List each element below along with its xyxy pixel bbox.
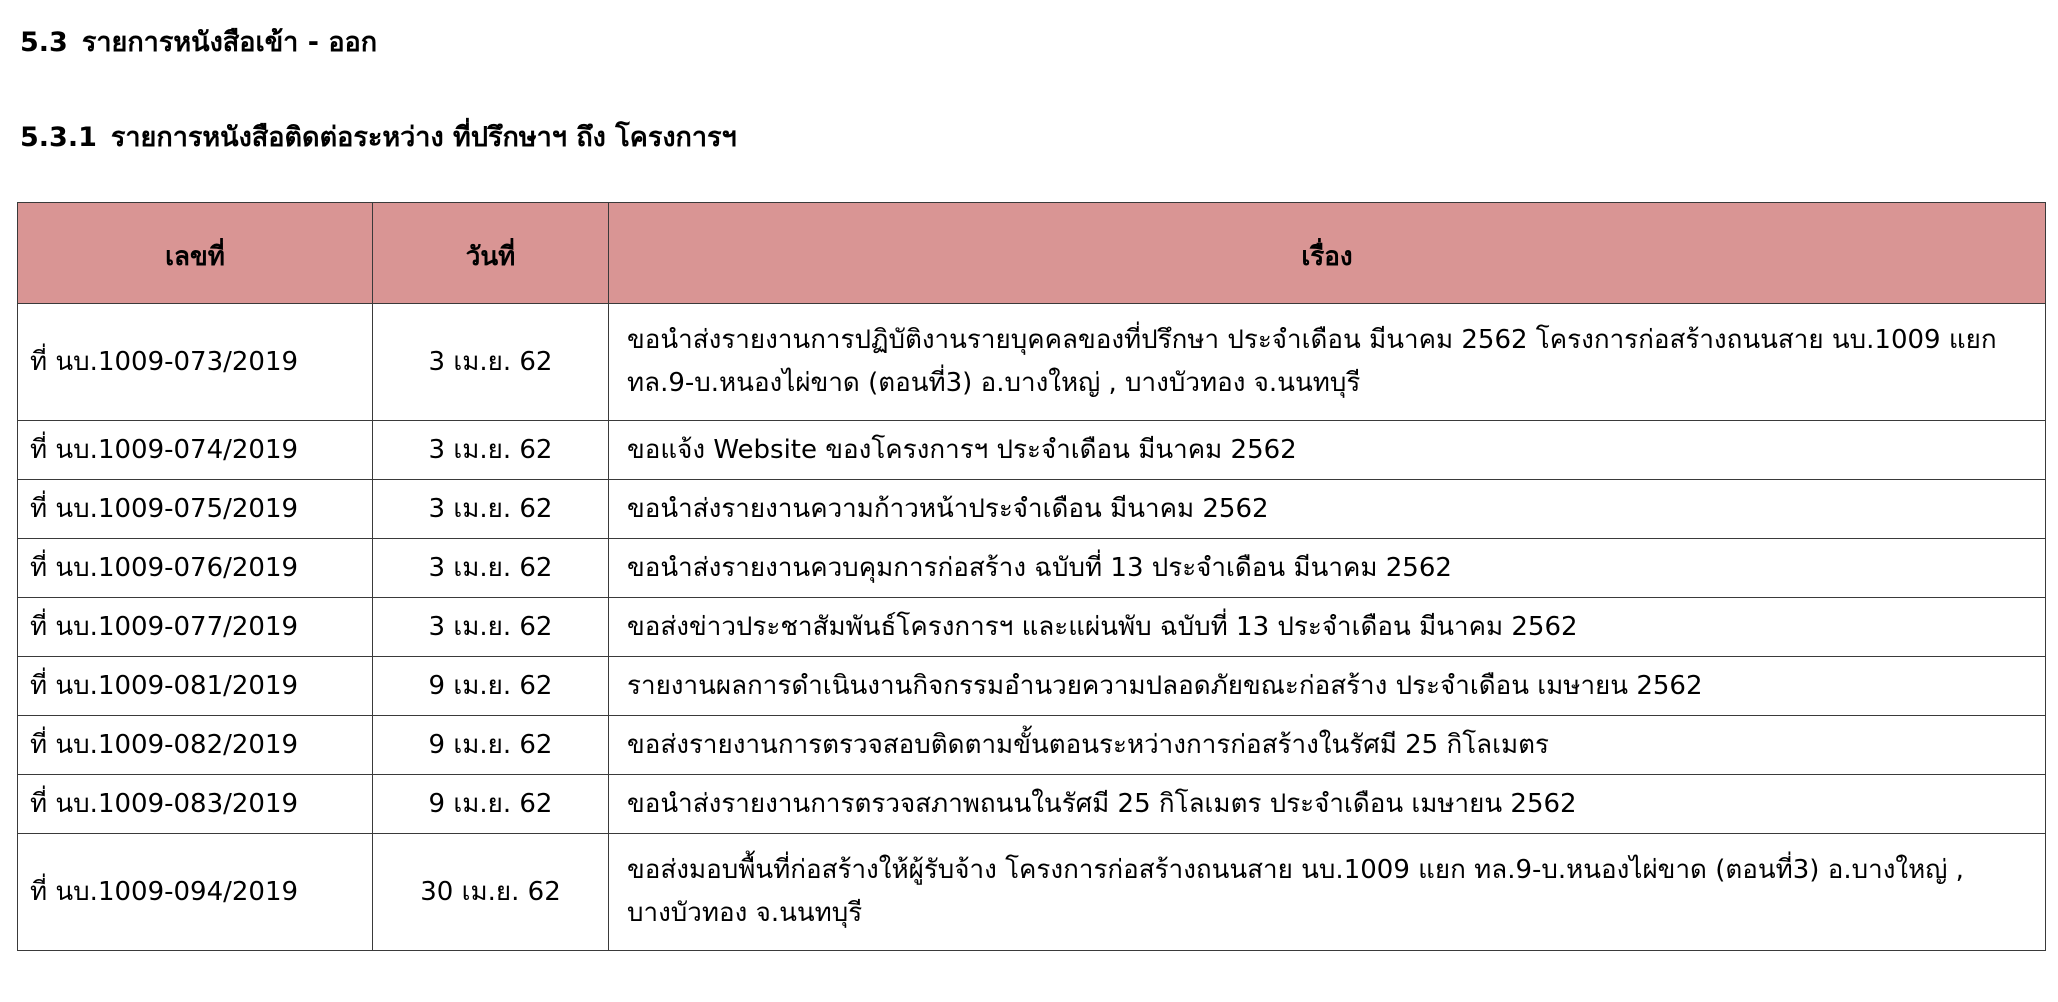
cell-subject: ขอแจ้ง Website ของโครงการฯ ประจำเดือน มีนาคม 2562 [609, 421, 2046, 480]
subsection-number: 5.3.1 [20, 122, 97, 153]
cell-date: 3 เม.ย. 62 [373, 598, 609, 657]
table-row [18, 834, 2046, 951]
cell-date: 9 เม.ย. 62 [373, 657, 609, 716]
table-row [18, 657, 2046, 716]
subsection-heading [20, 115, 737, 158]
cell-subject: ขอนำส่งรายงานการปฏิบัติงานรายบุคคลของที่ปรึกษา ประจำเดือน มีนาคม 2562 โครงการก่อสร้างถนนสาย นบ.1009 แยก ทล.9-บ.หนองไผ่ขาด (ตอนที่3) อ.บางใหญ่ , บางบัวทอง จ.นนทบุรี [609, 304, 2046, 421]
cell-subject: ขอส่งรายงานการตรวจสอบติดตามขั้นตอนระหว่างการก่อสร้างในรัศมี 25 กิโลเมตร [609, 716, 2046, 775]
table-row [18, 716, 2046, 775]
header-subject: เรื่อง [609, 203, 2046, 304]
cell-subject: ขอนำส่งรายงานควบคุมการก่อสร้าง ฉบับที่ 13 ประจำเดือน มีนาคม 2562 [609, 539, 2046, 598]
cell-date: 3 เม.ย. 62 [373, 304, 609, 421]
table-row [18, 775, 2046, 834]
cell-no: ที่ นบ.1009-094/2019 [18, 834, 373, 951]
cell-date: 30 เม.ย. 62 [373, 834, 609, 951]
cell-date: 3 เม.ย. 62 [373, 480, 609, 539]
cell-subject: ขอนำส่งรายงานการตรวจสภาพถนนในรัศมี 25 กิโลเมตร ประจำเดือน เมษายน 2562 [609, 775, 2046, 834]
table-row [18, 304, 2046, 421]
cell-subject: ขอนำส่งรายงานความก้าวหน้าประจำเดือน มีนาคม 2562 [609, 480, 2046, 539]
cell-no: ที่ นบ.1009-083/2019 [18, 775, 373, 834]
cell-date: 3 เม.ย. 62 [373, 539, 609, 598]
section-title: รายการหนังสือเข้า - ออก [81, 27, 378, 58]
cell-subject: ขอส่งข่าวประชาสัมพันธ์โครงการฯ และแผ่นพับ ฉบับที่ 13 ประจำเดือน มีนาคม 2562 [609, 598, 2046, 657]
letters-table [17, 202, 2046, 951]
subsection-title: รายการหนังสือติดต่อระหว่าง ที่ปรึกษาฯ ถึง โครงการฯ [110, 122, 737, 153]
cell-date: 3 เม.ย. 62 [373, 421, 609, 480]
section-number: 5.3 [20, 27, 68, 58]
cell-date: 9 เม.ย. 62 [373, 775, 609, 834]
table-row [18, 421, 2046, 480]
cell-no: ที่ นบ.1009-081/2019 [18, 657, 373, 716]
table-header-row [18, 203, 2046, 304]
cell-no: ที่ นบ.1009-075/2019 [18, 480, 373, 539]
table-row [18, 480, 2046, 539]
header-no: เลขที่ [18, 203, 373, 304]
header-date: วันที่ [373, 203, 609, 304]
section-heading [20, 20, 377, 63]
cell-no: ที่ นบ.1009-073/2019 [18, 304, 373, 421]
cell-no: ที่ นบ.1009-074/2019 [18, 421, 373, 480]
table-row [18, 539, 2046, 598]
cell-no: ที่ นบ.1009-076/2019 [18, 539, 373, 598]
table-row [18, 598, 2046, 657]
cell-subject: ขอส่งมอบพื้นที่ก่อสร้างให้ผู้รับจ้าง โครงการก่อสร้างถนนสาย นบ.1009 แยก ทล.9-บ.หนองไผ่ขาด (ตอนที่3) อ.บางใหญ่ , บางบัวทอง จ.นนทบุรี [609, 834, 2046, 951]
cell-subject: รายงานผลการดำเนินงานกิจกรรมอำนวยความปลอดภัยขณะก่อสร้าง ประจำเดือน เมษายน 2562 [609, 657, 2046, 716]
cell-date: 9 เม.ย. 62 [373, 716, 609, 775]
cell-no: ที่ นบ.1009-082/2019 [18, 716, 373, 775]
cell-no: ที่ นบ.1009-077/2019 [18, 598, 373, 657]
